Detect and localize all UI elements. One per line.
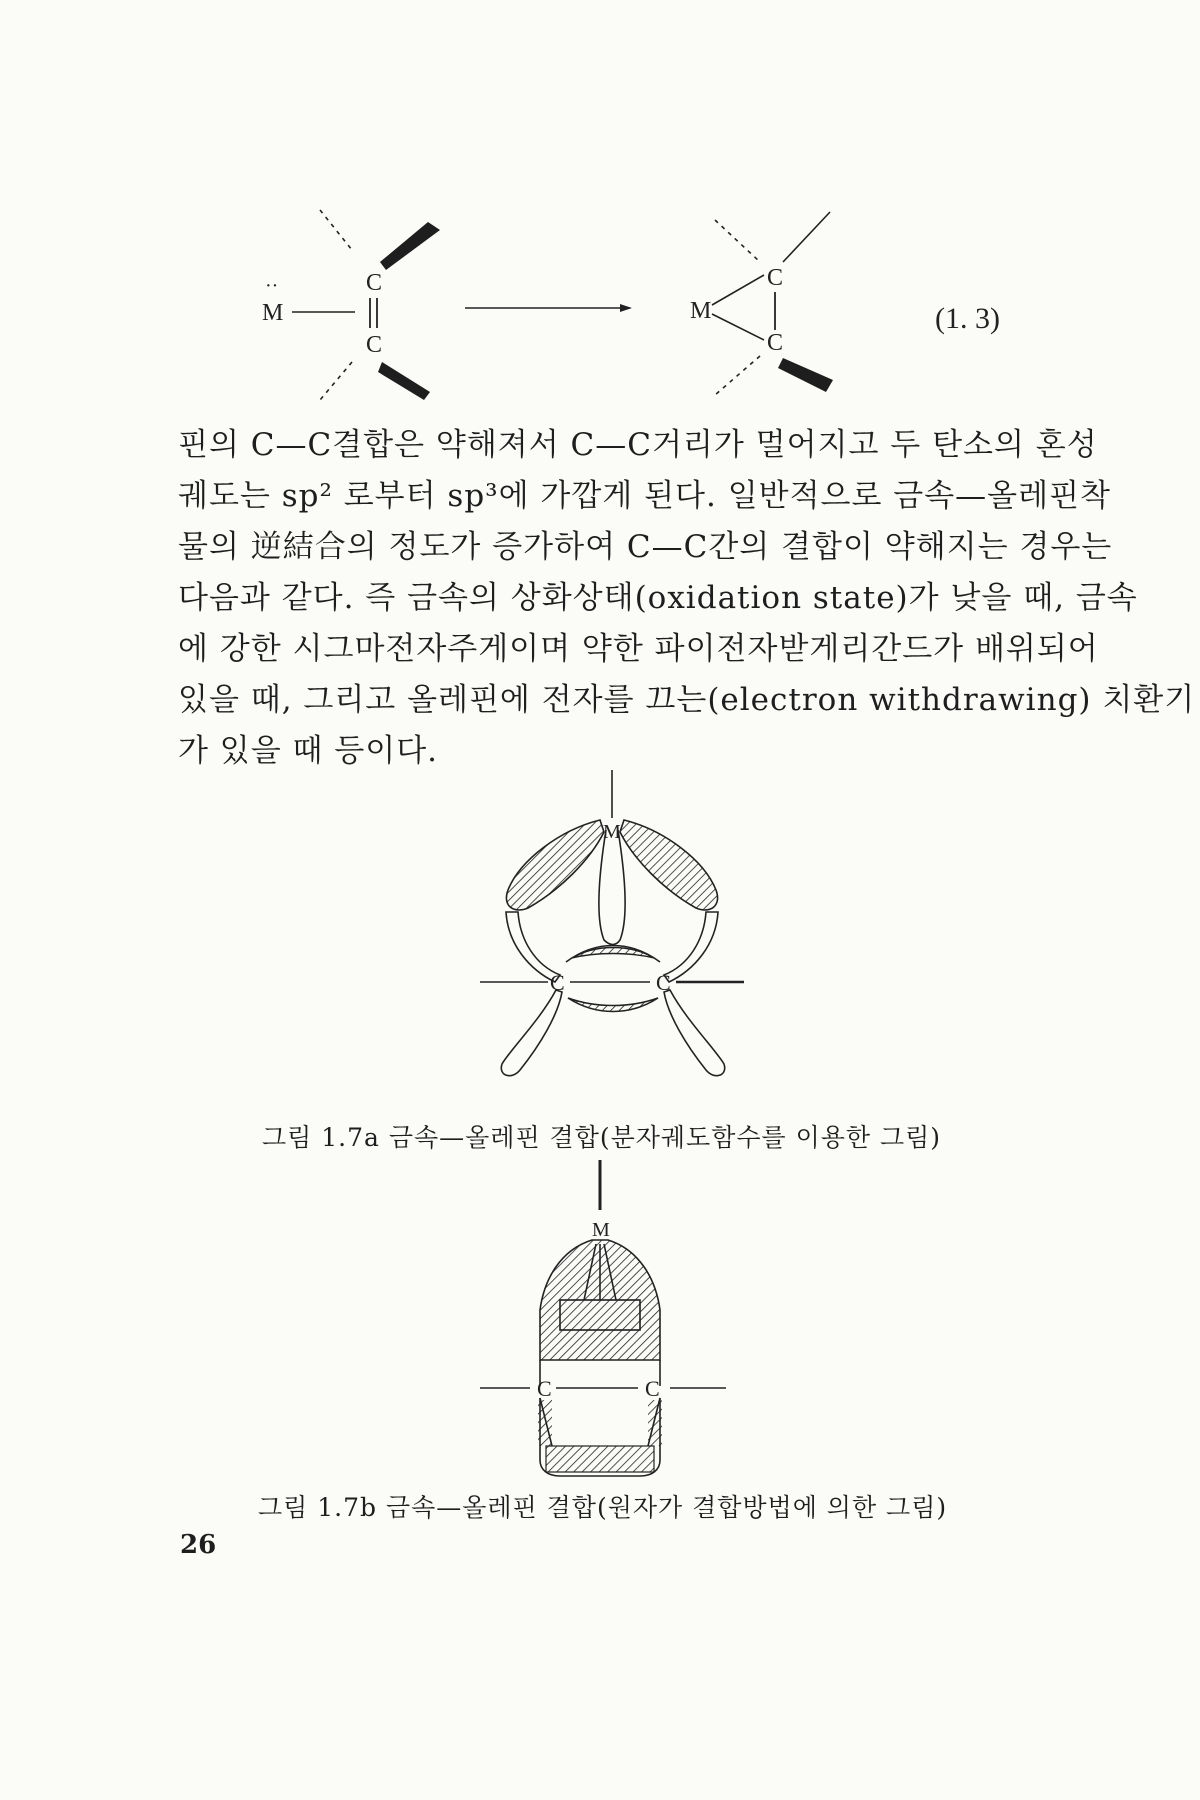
paragraph-line: 물의 逆結合의 정도가 증가하여 C—C간의 결합이 약해지는 경우는 [178, 529, 1113, 565]
paragraph-line: 다음과 같다. 즉 금속의 상화상태(oxidation state)가 낮을 때, 금속 [178, 580, 1138, 616]
figure-b-caption: 그림 1.7b 금속—올레핀 결합(원자가 결합방법에 의한 그림) [258, 1493, 948, 1522]
figure-a-caption: 그림 1.7a 금속—올레핀 결합(분자궤도함수를 이용한 그림) [262, 1123, 942, 1152]
figure-a-metal-label: M [603, 821, 621, 843]
page-number: 26 [180, 1530, 217, 1560]
figure-b-carbon-left-label: C [537, 1376, 552, 1401]
carbon-bottom-label: C [767, 330, 784, 356]
paragraph-line: 있을 때, 그리고 올레핀에 전자를 끄는(electron withdrawing) 치환기 [178, 682, 1196, 718]
figure-a-carbon-right-label: C [656, 970, 671, 995]
lone-pair-label: ·· [265, 275, 279, 297]
figure-b-carbon-right-label: C [645, 1376, 660, 1401]
figure-b-metal-label: M [592, 1219, 610, 1241]
carbon-top-label: C [366, 270, 383, 296]
paragraph-line: 핀의 C—C결합은 약해져서 C—C거리가 멀어지고 두 탄소의 혼성 [178, 427, 1098, 463]
figure-a-carbon-left-label: C [550, 970, 565, 995]
equation-number: (1. 3) [935, 302, 1000, 335]
metal-label: M [690, 298, 712, 324]
carbon-bottom-label: C [366, 332, 383, 358]
figure-1-7b-diagram [480, 1160, 726, 1476]
carbon-top-label: C [767, 265, 784, 291]
paragraph-line: 가 있을 때 등이다. [178, 733, 439, 769]
metal-label: M [262, 300, 284, 326]
paragraph-line: 궤도는 sp² 로부터 sp³에 가깝게 된다. 일반적으로 금속—올레핀착 [178, 478, 1111, 514]
paragraph-line: 에 강한 시그마전자주게이며 약한 파이전자받게리간드가 배위되어 [178, 631, 1099, 667]
